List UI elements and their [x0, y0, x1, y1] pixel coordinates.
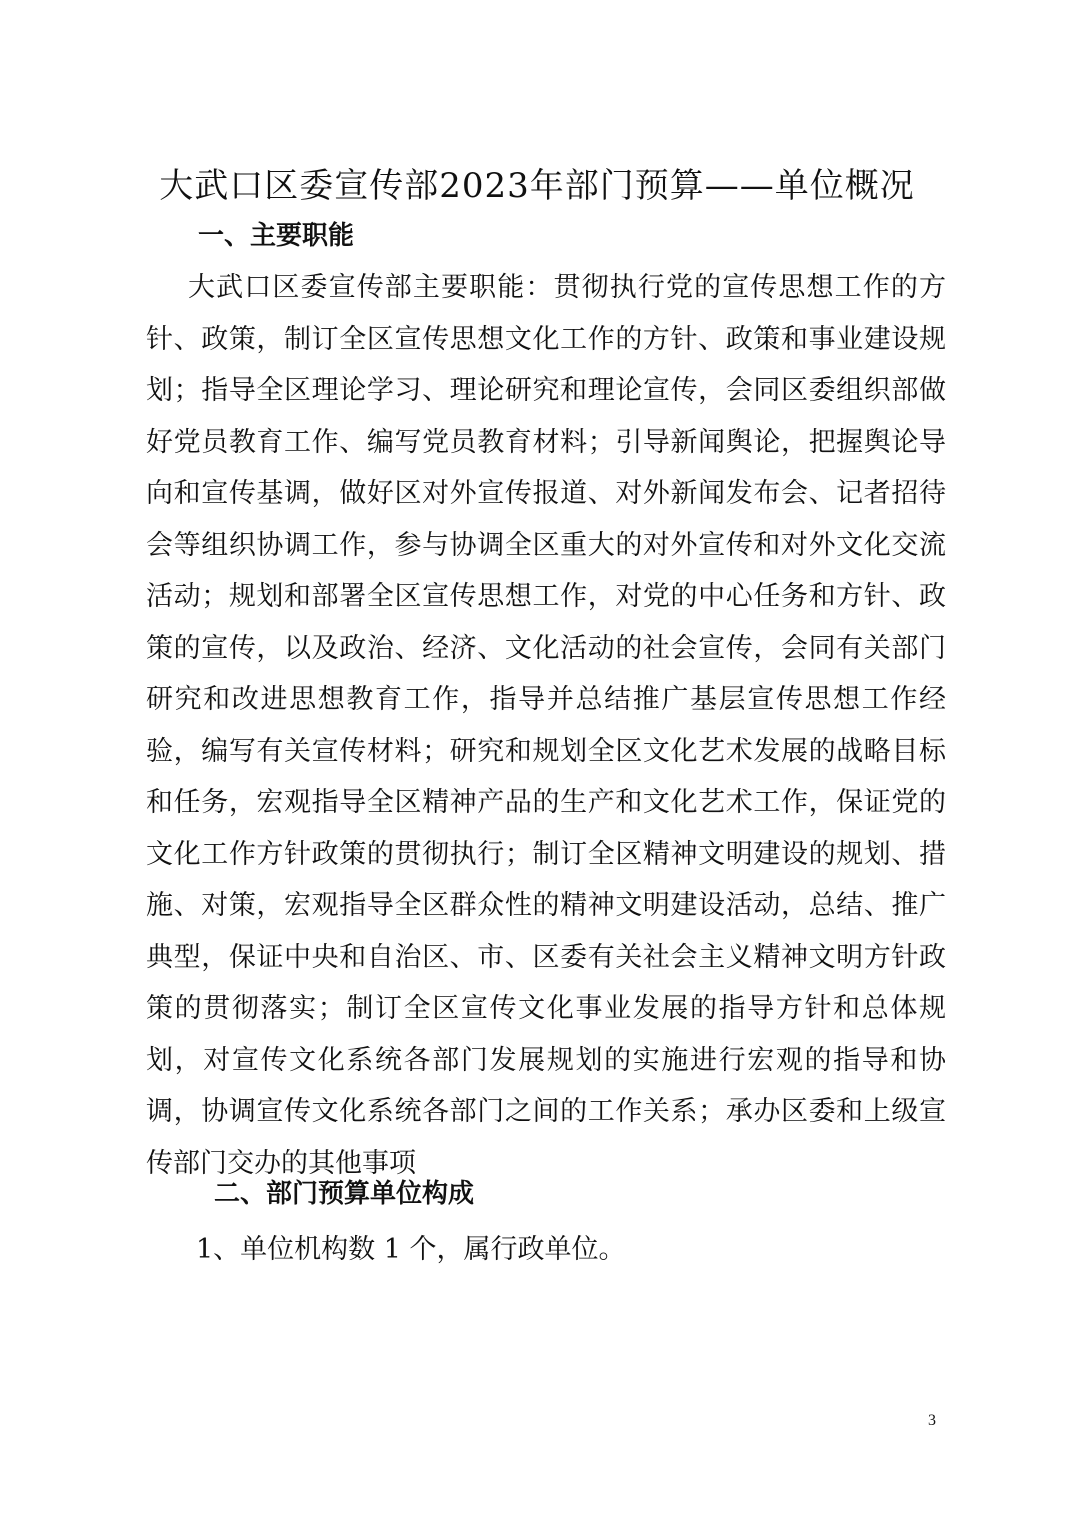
page-number: 3 [928, 1412, 936, 1429]
document-title: 大武口区委宣传部2023年部门预算——单位概况 [159, 166, 915, 206]
main-functions-paragraph: 大武口区委宣传部主要职能：贯彻执行党的宣传思想工作的方针、政策，制订全区宣传思想文化工作的方针、政策和事业建设规划；指导全区理论学习、理论研究和理论宣传，会同区委组织部做好党员教育工作、编写党员教育材料；引导新闻舆论，把握舆论导向和宣传基调，做好区对外宣传报道、对外新闻发布会、记者招待会等组织协调工作，参与协调全区重大的对外宣传和对外文化交流活动；规划和部署全区宣传思想工作，对党的中心任务和方针、政策的宣传，以及政治、经济、文化活动的社会宣传，会同有关部门研究和改进思想教育工作，指导并总结推广基层宣传思想工作经验，编写有关宣传材料；研究和规划全区文化艺术发展的战略目标和任务，宏观指导全区精神产品的生产和文化艺术工作，保证党的文化工作方针政策的贯彻执行；制订全区精神文明建设的规划、措施、对策，宏观指导全区群众性的精神文明建设活动，总结、推广典型，保证中央和自治区、市、区委有关社会主义精神文明方针政策的贯彻落实；制订全区宣传文化事业发展的指导方针和总体规划，对宣传文化系统各部门发展规划的实施进行宏观的指导和协调，协调宣传文化系统各部门之间的工作关系；承办区委和上级宣传部门交办的其他事项 [146, 272, 946, 1179]
budget-units-item: 1、单位机构数 1 个，属行政单位。 [196, 1234, 626, 1265]
section-heading-budget-units: 二、部门预算单位构成 [214, 1179, 475, 1209]
section-heading-main-functions: 一、主要职能 [198, 221, 355, 251]
